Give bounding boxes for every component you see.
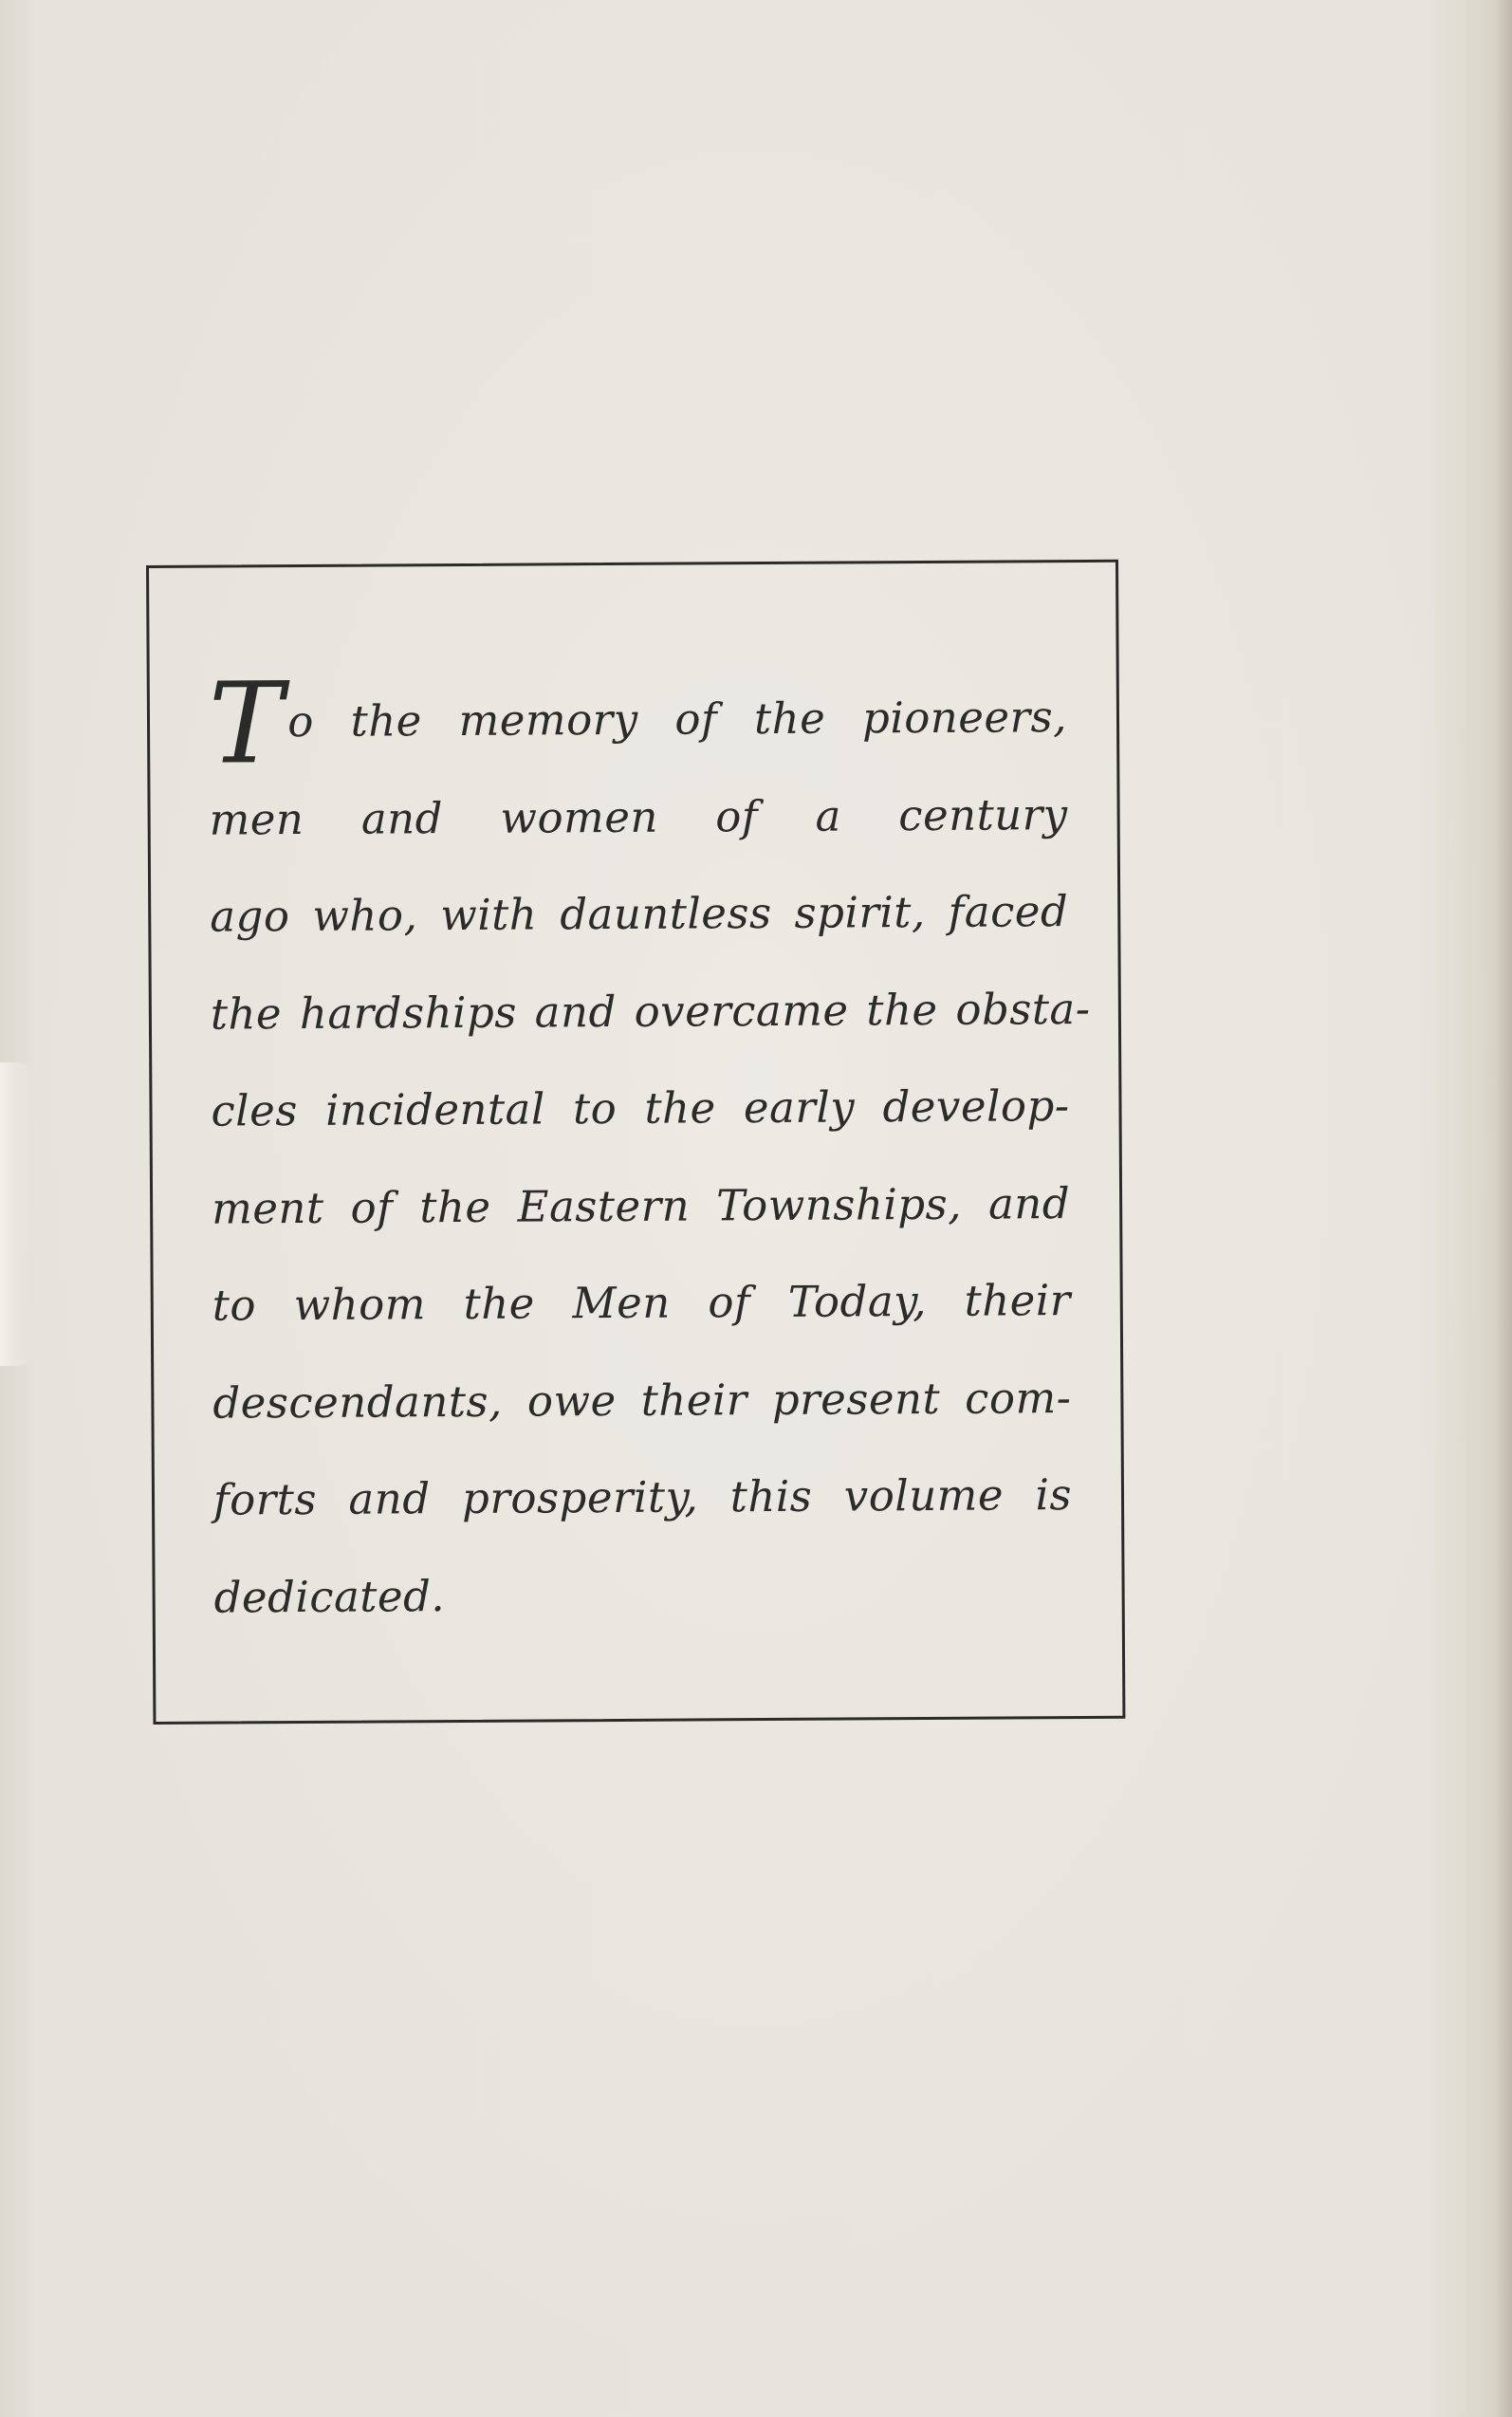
dedication-text xyxy=(208,657,1091,1647)
dedication-line-9: forts and prosperity, this volume is xyxy=(212,1469,1073,1525)
dedication-line-5: cles incidental to the early develop- xyxy=(211,1080,1070,1136)
dedication-line-4: the hardships and overcame the obsta- xyxy=(210,983,1091,1040)
dedication-frame xyxy=(146,560,1125,1725)
dedication-line-10: dedicated. xyxy=(213,1570,446,1623)
paper-tear xyxy=(0,1062,34,1366)
dedication-line-7: to whom the Men of Today, their xyxy=(212,1275,1071,1331)
dedication-line-6: ment of the Eastern Townships, and xyxy=(211,1177,1071,1234)
dedication-line-8: descendants, owe their present com- xyxy=(212,1372,1072,1429)
page-edge xyxy=(1495,0,1512,2417)
dedication-line-1: o the memory of the pioneers, xyxy=(287,692,1068,747)
dedication-line-3: ago who, with dauntless spirit, faced xyxy=(210,886,1069,942)
dedication-line-2: men and women of a century xyxy=(209,788,1068,845)
drop-cap: T xyxy=(208,657,285,789)
